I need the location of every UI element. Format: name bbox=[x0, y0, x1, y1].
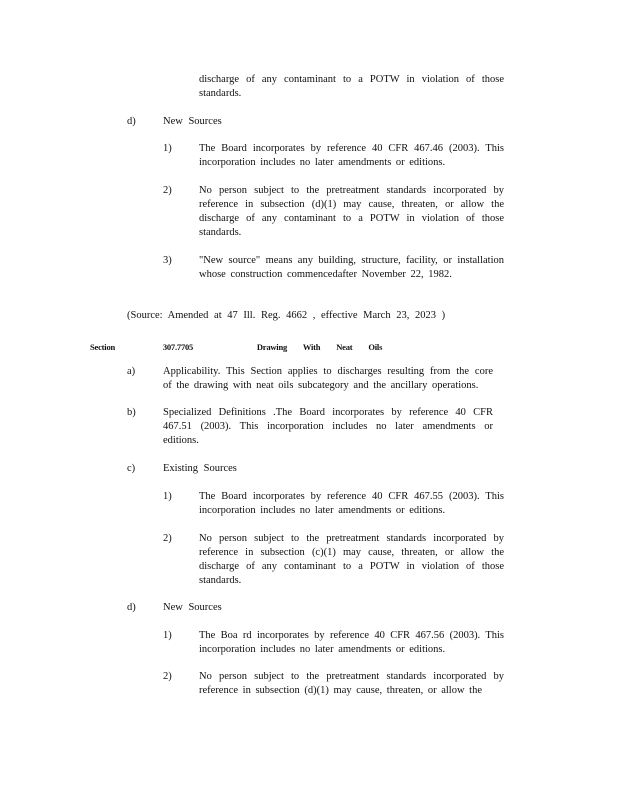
item-text: The Board incorporates by reference 40 CFR 467.46 (2003). This incorporation includes no later amendments or editions. bbox=[199, 143, 504, 168]
item-number: 1) bbox=[163, 630, 172, 641]
section-title: Drawing With Neat Oils bbox=[256, 342, 383, 352]
subsection-c-title: Existing Sources bbox=[163, 463, 237, 474]
subsection-d-letter: d) bbox=[127, 116, 136, 127]
item-text: No person subject to the pretreatment standards incorporated by reference in subsection (c)(1) may cause, threaten, or allow the discharge of any contaminant to a POTW in violation of those standards. bbox=[199, 533, 504, 586]
subsection-d-title: New Sources bbox=[163, 116, 222, 127]
item-text: The Board incorporates by reference 40 CFR 467.55 (2003). This incorporation includes no later amendments or editions. bbox=[199, 491, 504, 516]
item-text: "New source" means any building, structure, facility, or installation whose construction commencedafter November 22, 1982. bbox=[199, 255, 504, 280]
subsection-c-letter: c) bbox=[127, 463, 136, 474]
source-note: (Source: Amended at 47 Ill. Reg. 4662 , effective March 23, 2023 ) bbox=[127, 310, 446, 321]
item-number: 2) bbox=[163, 671, 172, 682]
subsection-d2-title: New Sources bbox=[163, 602, 222, 613]
item-number: 1) bbox=[163, 143, 172, 154]
item-text: No person subject to the pretreatment standards incorporated by reference in subsection (d)(1) may cause, threaten, or allow the bbox=[199, 671, 504, 696]
item-number: 2) bbox=[163, 533, 172, 544]
subsection-a-text: Applicability. This Section applies to discharges resulting from the core of the drawing with neat oils subcategory and the ancillary operations. bbox=[163, 366, 493, 391]
item-text: No person subject to the pretreatment standards incorporated by reference in subsection (d)(1) may cause, threaten, or allow the discharge of any contaminant to a POTW in violation of those standards. bbox=[199, 185, 504, 238]
item-number: 3) bbox=[163, 255, 172, 266]
subsection-d2-letter: d) bbox=[127, 602, 136, 613]
section-heading bbox=[90, 340, 382, 354]
item-text: The Boa rd incorporates by reference 40 CFR 467.56 (2003). This incorporation includes no later amendments or editions. bbox=[199, 630, 504, 655]
subsection-b-text: Specialized Definitions .The Board incorporates by reference 40 CFR 467.51 (2003). This incorporation includes no later amendments or editions. bbox=[163, 407, 493, 446]
item-number: 2) bbox=[163, 185, 172, 196]
section-number: 307.7705 bbox=[162, 342, 194, 352]
subsection-b-letter: b) bbox=[127, 407, 136, 418]
item-number: 1) bbox=[163, 491, 172, 502]
section-label: Section bbox=[90, 342, 116, 352]
continuation-paragraph: discharge of any contaminant to a POTW in violation of those standards. bbox=[199, 74, 504, 99]
subsection-a-letter: a) bbox=[127, 366, 136, 377]
